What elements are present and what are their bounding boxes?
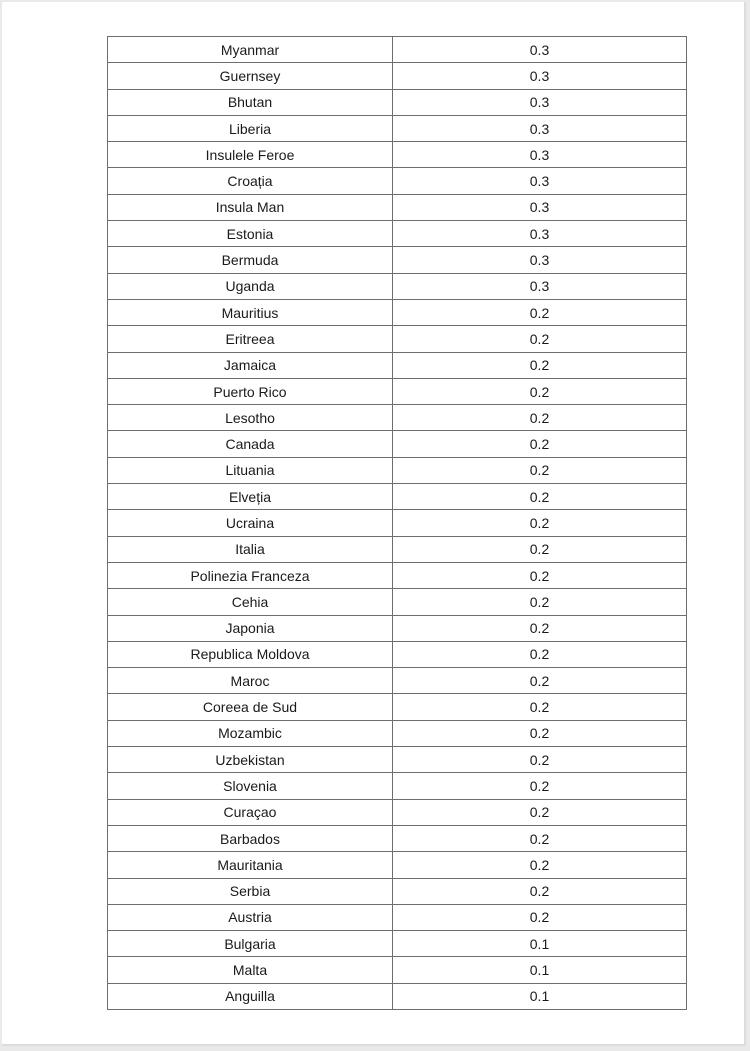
country-value-table <box>107 36 687 1010</box>
country-cell: Japonia <box>108 615 393 641</box>
value-cell: 0.2 <box>393 378 687 404</box>
table-row <box>108 326 687 352</box>
country-cell: Lesotho <box>108 405 393 431</box>
value-cell: 0.2 <box>393 405 687 431</box>
country-cell: Ucraina <box>108 510 393 536</box>
table-row <box>108 641 687 667</box>
country-cell: Austria <box>108 904 393 930</box>
country-cell: Bermuda <box>108 247 393 273</box>
table-row <box>108 273 687 299</box>
value-cell: 0.3 <box>393 63 687 89</box>
table-row <box>108 431 687 457</box>
value-cell: 0.2 <box>393 536 687 562</box>
document-page <box>2 2 746 1046</box>
value-cell: 0.3 <box>393 194 687 220</box>
country-cell: Uzbekistan <box>108 747 393 773</box>
table-row <box>108 247 687 273</box>
table-row <box>108 747 687 773</box>
table-row <box>108 457 687 483</box>
table-row <box>108 299 687 325</box>
country-cell: Insula Man <box>108 194 393 220</box>
table-row <box>108 536 687 562</box>
table-row <box>108 378 687 404</box>
value-cell: 0.3 <box>393 142 687 168</box>
country-cell: Malta <box>108 957 393 983</box>
table-row <box>108 668 687 694</box>
country-cell: Bulgaria <box>108 931 393 957</box>
country-cell: Eritreea <box>108 326 393 352</box>
value-cell: 0.2 <box>393 641 687 667</box>
value-cell: 0.2 <box>393 668 687 694</box>
table-row <box>108 510 687 536</box>
value-cell: 0.2 <box>393 825 687 851</box>
country-cell: Maroc <box>108 668 393 694</box>
value-cell: 0.2 <box>393 484 687 510</box>
country-cell: Croația <box>108 168 393 194</box>
table-row <box>108 142 687 168</box>
value-cell: 0.2 <box>393 431 687 457</box>
country-cell: Republica Moldova <box>108 641 393 667</box>
value-cell: 0.2 <box>393 352 687 378</box>
country-cell: Uganda <box>108 273 393 299</box>
value-cell: 0.2 <box>393 562 687 588</box>
table-row <box>108 799 687 825</box>
table-row <box>108 773 687 799</box>
table-row <box>108 825 687 851</box>
value-cell: 0.1 <box>393 931 687 957</box>
value-cell: 0.2 <box>393 510 687 536</box>
table-row <box>108 904 687 930</box>
country-cell: Myanmar <box>108 37 393 63</box>
table-row <box>108 720 687 746</box>
value-cell: 0.1 <box>393 983 687 1009</box>
country-cell: Anguilla <box>108 983 393 1009</box>
table-row <box>108 221 687 247</box>
table-row <box>108 694 687 720</box>
value-cell: 0.3 <box>393 168 687 194</box>
value-cell: 0.3 <box>393 37 687 63</box>
table-row <box>108 957 687 983</box>
country-cell: Puerto Rico <box>108 378 393 404</box>
value-cell: 0.2 <box>393 904 687 930</box>
value-cell: 0.2 <box>393 720 687 746</box>
value-cell: 0.2 <box>393 457 687 483</box>
table-row <box>108 931 687 957</box>
country-cell: Insulele Feroe <box>108 142 393 168</box>
value-cell: 0.2 <box>393 799 687 825</box>
value-cell: 0.3 <box>393 221 687 247</box>
country-cell: Bhutan <box>108 89 393 115</box>
country-cell: Mauritania <box>108 852 393 878</box>
value-cell: 0.3 <box>393 115 687 141</box>
table-row <box>108 168 687 194</box>
country-cell: Jamaica <box>108 352 393 378</box>
value-cell: 0.2 <box>393 299 687 325</box>
table-row <box>108 352 687 378</box>
country-cell: Lituania <box>108 457 393 483</box>
table-row <box>108 589 687 615</box>
country-cell: Curaçao <box>108 799 393 825</box>
value-cell: 0.3 <box>393 273 687 299</box>
country-cell: Elveția <box>108 484 393 510</box>
country-cell: Mauritius <box>108 299 393 325</box>
table-row <box>108 852 687 878</box>
country-cell: Cehia <box>108 589 393 615</box>
table-body <box>108 37 687 1010</box>
value-cell: 0.3 <box>393 247 687 273</box>
value-cell: 0.2 <box>393 326 687 352</box>
value-cell: 0.3 <box>393 89 687 115</box>
country-cell: Liberia <box>108 115 393 141</box>
value-cell: 0.2 <box>393 694 687 720</box>
value-cell: 0.2 <box>393 589 687 615</box>
table-row <box>108 878 687 904</box>
value-cell: 0.2 <box>393 852 687 878</box>
table-row <box>108 89 687 115</box>
country-cell: Estonia <box>108 221 393 247</box>
table-row <box>108 37 687 63</box>
table-row <box>108 615 687 641</box>
country-cell: Mozambic <box>108 720 393 746</box>
country-cell: Italia <box>108 536 393 562</box>
table-row <box>108 484 687 510</box>
table-row <box>108 562 687 588</box>
country-cell: Slovenia <box>108 773 393 799</box>
table-row <box>108 63 687 89</box>
table-row <box>108 194 687 220</box>
country-cell: Polinezia Franceza <box>108 562 393 588</box>
table-row <box>108 405 687 431</box>
country-cell: Canada <box>108 431 393 457</box>
country-cell: Guernsey <box>108 63 393 89</box>
country-cell: Barbados <box>108 825 393 851</box>
value-cell: 0.2 <box>393 615 687 641</box>
country-cell: Serbia <box>108 878 393 904</box>
table-row <box>108 983 687 1009</box>
value-cell: 0.2 <box>393 747 687 773</box>
table-row <box>108 115 687 141</box>
value-cell: 0.1 <box>393 957 687 983</box>
value-cell: 0.2 <box>393 773 687 799</box>
value-cell: 0.2 <box>393 878 687 904</box>
country-cell: Coreea de Sud <box>108 694 393 720</box>
